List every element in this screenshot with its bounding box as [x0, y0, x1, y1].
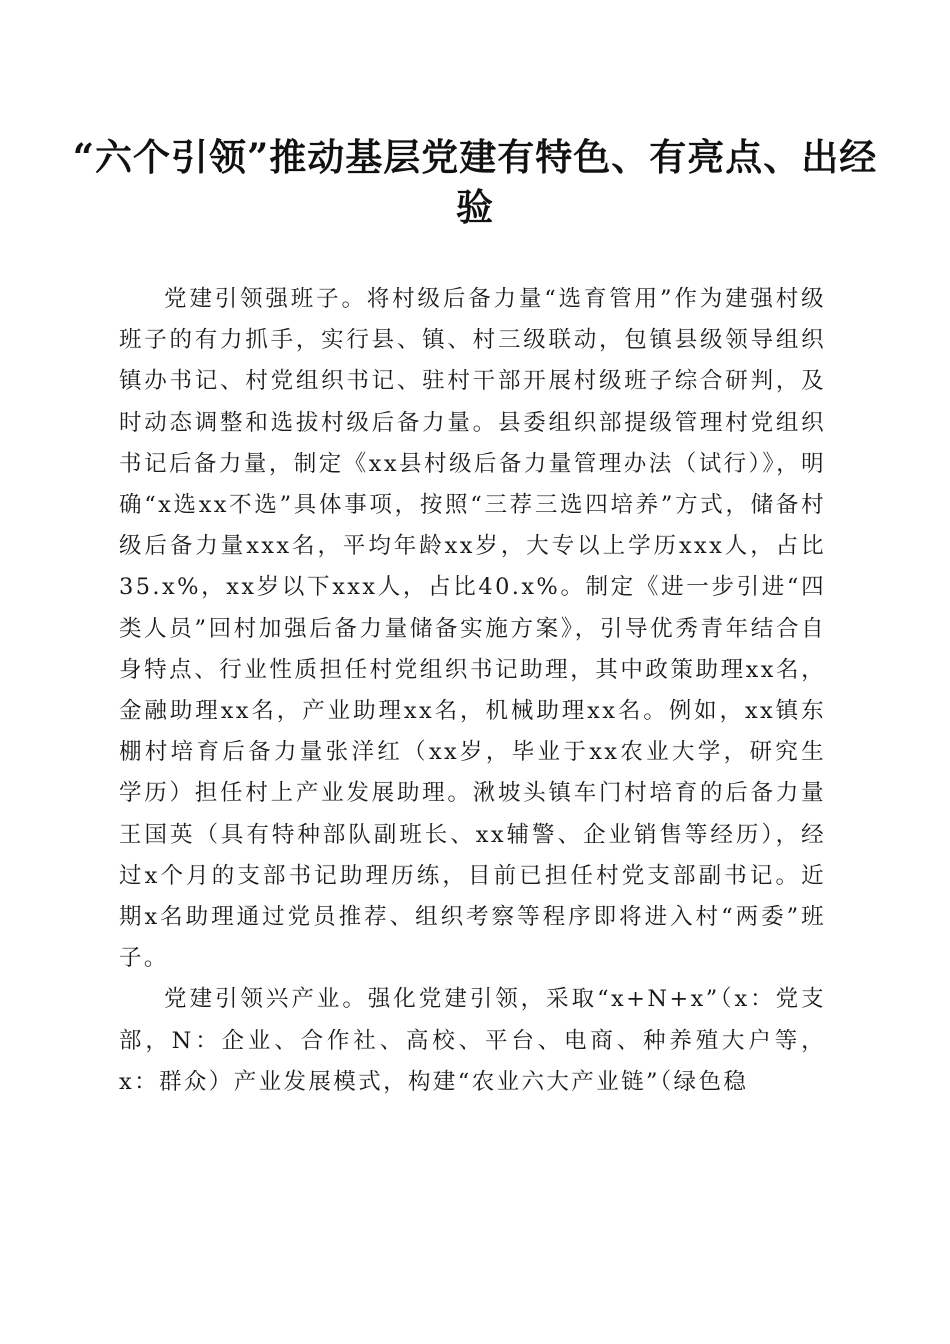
document-title: “六个引领”推动基层党建有特色、有亮点、出经验 — [72, 135, 878, 229]
paragraph-industry: 党建引领兴产业。强化党建引领，采取“x+N+x”（x：党支部，N：企业、合作社、高校、平台、电商、种养殖大户等，x：群众）产业发展模式，构建“农业六大产业链”（绿色稳 — [119, 986, 826, 1095]
document-body — [119, 279, 826, 1103]
paragraph-strong-team: 党建引领强班子。将村级后备力量“选育管用”作为建强村级班子的有力抓手，实行县、镇、村三级联动，包镇县级领导组织镇办书记、村党组织书记、驻村干部开展村级班子综合研判，及时动态调整和选拔村级后备力量。县委组织部提级管理村党组织书记后备力量，制定《xx县村级后备力量管理办法（试行）》，明确“x选xx不选”具体事项，按照“三荐三选四培养”方式，储备村级后备力量xxx名，平均年龄xx岁，大专以上学历xxx人，占比35.x%，xx岁以下xxx人，占比40.x%。制定《进一步引进“四类人员”回村加强后备力量储备实施方案》，引导优秀青年结合自身特点、行业性质担任村党组织书记助理，其中政策助理xx名，金融助理xx名，产业助理xx名，机械助理xx名。例如，xx镇东棚村培育后备力量张洋红（xx岁，毕业于xx农业大学，研究生学历）担任村上产业发展助理。湫坡头镇车门村培育的后备力量王国英（具有特种部队副班长、xx辅警、企业销售等经历），经过x个月的支部书记助理历练，目前已担任村党支部副书记。近期x名助理通过党员推荐、组织考察等程序即将进入村“两委”班子。 — [119, 286, 826, 972]
